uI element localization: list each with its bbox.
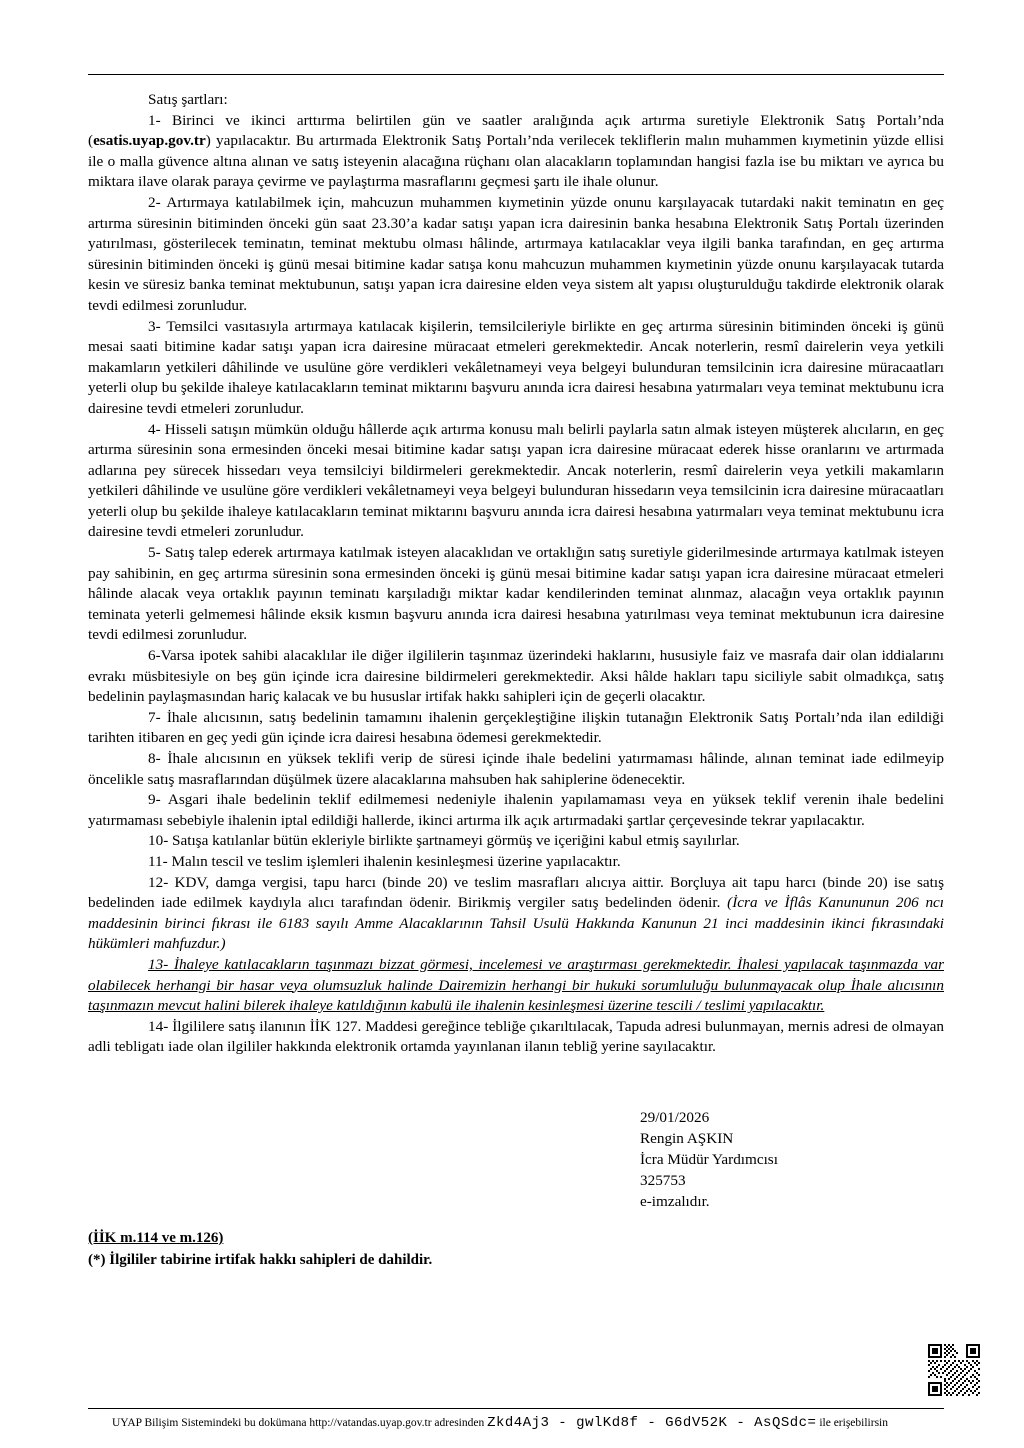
signature-esigned: e-imzalıdır. bbox=[640, 1192, 710, 1210]
signature-sicil: 325753 bbox=[640, 1171, 686, 1189]
clause-5: 5- Satış talep ederek artırmaya katılmak isteyen alacaklıdan ve ortaklığın satış suretiyle giderilmesinde artırmaya katılmak isteyen pay sahibinin, en geç artırma süresinin sona ermesinden önceki iş günü mesai bitimine kadar satışı yapan icra dairesine müracaat etmeleri hâlinde alacak veya ortaklık payının teminatı karşıladığı miktar kadar kendilerinden teminat alınmaz, alacağın veya ortaklık payının teminata yeterli gelmemesi hâlinde eksik kısmın başvuru anında icra dairesi hesabına yatırılması veya teminat mektubunun icra dairesine tevdi edilmesi zorunludur. bbox=[88, 544, 944, 644]
signature-block bbox=[640, 1108, 940, 1213]
clause-9: 9- Asgari ihale bedelinin teklif edilmemesi nedeniyle ihalenin yapılamaması veya en yüksek teklif verenin ihale bedelini yatırmaması sebebiyle ihalenin iptal edildiği hallerde, ikinci artırma ilk açık artırmadaki şartlar çerçevesinde tekrar yapılacaktır. bbox=[88, 791, 944, 829]
uyap-footer bbox=[112, 1414, 942, 1432]
footer-divider bbox=[88, 1408, 944, 1409]
signature-title: İcra Müdür Yardımcısı bbox=[640, 1150, 778, 1168]
satis-sartlari-heading: Satış şartları: bbox=[148, 91, 228, 108]
clause-11: 11- Malın tescil ve teslim işlemleri ihalenin kesinleşmesi üzerine yapılacaktır. bbox=[148, 852, 621, 870]
clause-1 bbox=[88, 111, 944, 193]
signature-name: Rengin AŞKIN bbox=[640, 1129, 734, 1147]
esatis-link[interactable]: esatis.uyap.gov.tr bbox=[93, 132, 206, 150]
header-divider bbox=[88, 74, 944, 75]
footnote-irtifak: (*) İlgililer tabirine irtifak hakkı sahipleri de dahildir. bbox=[88, 1251, 433, 1268]
footer-access-code: Zkd4Aj3 - gwlKd8f - G6dV52K - AsQSdc= bbox=[487, 1415, 817, 1431]
qr-code-icon bbox=[928, 1344, 980, 1396]
footer-prefix: UYAP Bilişim Sistemindeki bu dokümana http://vatandas.uyap.gov.tr adresinden bbox=[112, 1417, 488, 1429]
signature-date: 29/01/2026 bbox=[640, 1109, 710, 1126]
clause-14: 14- İlgililere satış ilanının İİK 127. Maddesi gereğince tebliğe çıkarıltılacak, Tapuda adresi bulunmayan, mernis adresi de olmayan adli tebligatı iade olan ilgililer hakkında elektronik ortamda yayınlanan ilanın tebliğ yerine sayılacaktır. bbox=[88, 1017, 944, 1056]
clause-3: 3- Temsilci vasıtasıyla artırmaya katılacak kişilerin, temsilcileriyle birlikte en geç artırma süresinin bitiminden önceki iş günü mesai saati bitimine kadar satışı yapan icra dairesine müracaat etmeleri gerekmektedir. Ancak noterlerin, resmî dairelerin veya yetkili makamların yetkileri dâhilinde ve usulüne göre verdikleri vekâletnameyi veya belgeyi bulunduran temsilcinin icra dairesine müracaatları yeterli olup bu şekilde ihaleye katılacakların teminat miktarını başvuru anında icra dairesi hesabına yatırmaları veya teminat mektubunu icra dairesine tevdi etmeleri zorunludur. bbox=[88, 317, 944, 417]
clause-12-text: 12- KDV, damga vergisi, tapu harcı (binde 20) ve teslim masrafları alıcıya aittir. Borçluya ait tapu harcı (binde 20) ise satış bedelinden iade edilmek kaydıyla alıcı tarafından ödenir. Birikmiş vergiler satış bedelinden ödenir. bbox=[88, 873, 944, 912]
clause-8: 8- İhale alıcısının en yüksek teklifi verip de süresi içinde ihale bedelini yatırmaması hâlinde, alınan teminat iade edilmeyip öncelikle satış masraflarından düşülmek üzere alacaklarına mahsuben hak sahiplerine ödenecektir. bbox=[88, 750, 944, 788]
clause-13: 13- İhaleye katılacakların taşınmazı bizzat görmesi, incelemesi ve araştırması gerekmektedir. İhalesi yapılacak taşınmazda var olabilecek herhangi bir hasar veya olumsuzluk halinde Dairemizin herhangi bir hukuki sorumluluğu bulunmayacak olup İhale alıcısının taşınmazın mevcut halini bilerek ihaleye katıldığının kabulü ile ihalenin kesinleşmesi üzerine tescili / teslimi yapılacaktır. bbox=[88, 955, 944, 1015]
clause-10: 10- Satışa katılanlar bütün ekleriyle birlikte şartnameyi görmüş ve içeriğini kabul etmiş sayılırlar. bbox=[148, 832, 740, 850]
clause-12-italic-note: (İcra ve İflâs Kanununun 206 ncı maddesinin birinci fıkrası ile 6183 sayılı Amme Alacaklarının Tahsil Usulü Hakkında Kanunun 21 inci maddesinin ikinci fıkrasındaki hükümleri mahfuzdur.) bbox=[88, 894, 945, 953]
clause-7: 7- İhale alıcısının, satış bedelinin tamamını ihalenin gerçekleştiğine ilişkin tutanağın Elektronik Satış Portalı’nda ilan edildiği tarihten itibaren en geç yedi gün içinde icra dairesi hesabına ödemesi gerekmektedir. bbox=[88, 708, 944, 747]
footer-suffix: ile erişebilirsin bbox=[816, 1417, 888, 1429]
footnote-law-ref: (İİK m.114 ve m.126) bbox=[88, 1230, 224, 1246]
clause-1-part-b: ) yapılacaktır. Bu artırmada Elektronik Satış Portalı’nda verilecek tekliflerin malın muhammen kıymetinin yüzde ellisi ile o malla güvence altına alınan ve satış isteyenin alacağına rüçhanı olan alacakların toplamından hangisi fazla ise bu miktarı ve ayrıca bu miktara ilave olarak paraya çevirme ve paylaştırma masraflarını geçmesi şartı ile ihale olunur. bbox=[88, 132, 944, 191]
clause-4: 4- Hisseli satışın mümkün olduğu hâllerde açık artırma konusu malı belirli paylarla satın almak isteyen müşterek alıcıların, en geç artırma süresinin sona ermesinden önceki mesai bitimine kadar satışı yapan icra dairesine müracaat ederek hisse oranlarını ve artırmada adlarına pey sürecek hissedarı veya temsilciyi bildirmeleri gerekmektedir. Ancak noterlerin, resmî dairelerin veya yetkili makamların yetkileri dâhilinde ve usulüne göre verdikleri vekâletnameyi veya belgeyi bulunduran hissedarın veya temsilcinin icra dairesine müracaatları yeterli olup bu şekilde ihaleye katılacakların teminat miktarını başvuru anında icra dairesi hesabına yatırmaları veya teminat mektubunu icra dairesine tevdi etmeleri zorunludur. bbox=[88, 420, 944, 541]
clause-1-part-a: 1- Birinci ve ikinci arttırma belirtilen gün ve saatler aralığında açık artırma suretiyle Elektronik Satış Portalı’nda ( bbox=[88, 111, 944, 150]
document-body bbox=[88, 90, 944, 1058]
footnotes bbox=[88, 1228, 788, 1272]
clause-6: 6-Varsa ipotek sahibi alacaklılar ile diğer ilgililerin taşınmaz üzerindeki haklarını, hususiyle faiz ve masrafa dair olan iddialarını evrakı müsbitesiyle on beş gün içinde icra dairesine bildirmeleri gerekmektedir. Aksi hâlde hakları tapu siciliyle sabit olmadıkça, satış bedelinin paylaşmasından hariç kalacak ve bu hususlar irtifak hakkı sahipleri için de geçerli olacaktır. bbox=[88, 647, 944, 706]
clause-2: 2- Artırmaya katılabilmek için, mahcuzun muhammen kıymetinin yüzde onunu karşılayacak tutardaki nakit teminatın en geç artırma süresinin bitiminden önceki gün saat 23.30’a kadar satışı yapan icra dairesinin banka hesabına Elektronik Satış Portalı üzerinden yatırılması, gösterilecek teminatın, teminat mektubu olması hâlinde, artırmaya katılacaklar veya ilgili banka tarafından, en geç artırma süresinin bitiminden önceki iş günü mesai bitimine kadar satışa konu mahcuzun muhammen kıymetinin yüzde onunu karşılayacak tutarda kesin ve süresiz banka teminat mektubunun, satışı yapan icra dairesine elden veya sistem alt yapısı oluşturulduğu takdirde elektronik olarak tevdi edilmesi zorunludur. bbox=[88, 193, 944, 314]
clause-12 bbox=[88, 873, 944, 955]
